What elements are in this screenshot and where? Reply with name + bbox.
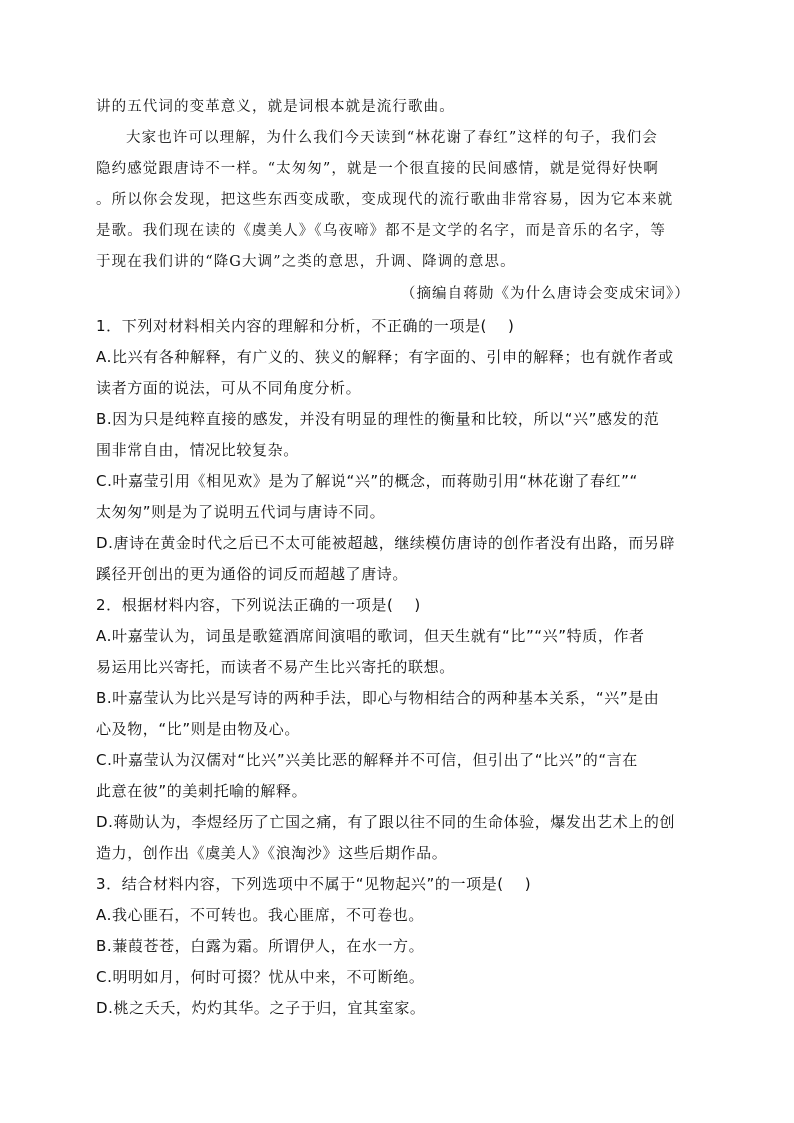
- passage-line: 。所以你会发现，把这些东西变成歌，变成现代的流行歌曲非常容易，因为它本来就: [96, 192, 674, 208]
- option-line: B.蒹葭苍苍，白露为霜。所谓伊人，在水一方。: [96, 937, 425, 955]
- option-line: D.蒋勋认为，李煜经历了亡国之痛，有了跟以往不同的生命体验，爆发出艺术上的创: [96, 813, 676, 831]
- passage-line: 于现在我们讲的“降G大调”之类的意思，升调、降调的意思。: [96, 254, 516, 270]
- option-line: 此意在彼”的美刺托喻的解释。: [96, 782, 308, 800]
- option-line: C.叶嘉莹认为汉儒对“比兴”兴美比恶的解释并不可信，但引出了“比兴”的“言在: [96, 751, 638, 769]
- option-line: D.唐诗在黄金时代之后已不太可能被超越，继续模仿唐诗的创作者没有出路，而另辟: [96, 534, 676, 552]
- option-line: 造力，创作出《虞美人》《浪淘沙》这些后期作品。: [96, 844, 448, 862]
- option-line: 蹊径开创出的更为通俗的词反而超越了唐诗。: [96, 565, 409, 583]
- option-line: B.因为只是纯粹直接的感发，并没有明显的理性的衡量和比较，所以“兴”感发的范: [96, 410, 660, 428]
- option-line: 太匆匆”则是为了说明五代词与唐诗不同。: [96, 503, 386, 521]
- question-stem: 2．根据材料内容，下列说法正确的一项是( ): [96, 596, 421, 614]
- passage-line: 是歌。我们现在读的《虞美人》《乌夜啼》都不是文学的名字，而是音乐的名字，等: [96, 223, 666, 239]
- passage-line: 讲的五代词的变革意义，就是词根本就是流行歌曲。: [96, 99, 455, 115]
- passage-line: 隐约感觉跟唐诗不一样。“太匆匆”，就是一个很直接的民间感情，就是觉得好快啊: [96, 161, 660, 177]
- option-line: 心及物，“比”则是由物及心。: [96, 720, 300, 738]
- question-stem: 1．下列对材料相关内容的理解和分析，不正确的一项是( ): [96, 317, 515, 335]
- passage-source: （摘编自蒋勋《为什么唐诗会变成宋词》）: [400, 286, 690, 302]
- option-line: A.叶嘉莹认为，词虽是歌筵酒席间演唱的歌词，但天生就有“比”“兴”特质，作者: [96, 627, 645, 645]
- option-line: 围非常自由，情况比较复杂。: [96, 441, 299, 459]
- option-line: A.比兴有各种解释，有广义的、狭义的解释；有字面的、引申的解释；也有就作者或: [96, 348, 674, 366]
- option-line: A.我心匪石，不可转也。我心匪席，不可卷也。: [96, 906, 424, 924]
- option-line: B.叶嘉莹认为比兴是写诗的两种手法，即心与物相结合的两种基本关系，“兴”是由: [96, 689, 660, 707]
- option-line: C.叶嘉莹引用《相见欢》是为了解说“兴”的概念，而蒋勋引用“林花谢了春红”“: [96, 472, 638, 490]
- option-line: 读者方面的说法，可从不同角度分析。: [96, 379, 362, 397]
- question-stem: 3．结合材料内容，下列选项中不属于“见物起兴”的一项是( ): [96, 875, 532, 893]
- option-line: D.桃之夭夭，灼灼其华。之子于归，宜其室家。: [96, 999, 426, 1017]
- passage-line: 大家也许可以理解，为什么我们今天读到“林花谢了春红”这样的句子，我们会: [126, 130, 658, 146]
- option-line: 易运用比兴寄托，而读者不易产生比兴寄托的联想。: [96, 658, 455, 676]
- option-line: C.明明如月，何时可掇？忧从中来，不可断绝。: [96, 968, 425, 986]
